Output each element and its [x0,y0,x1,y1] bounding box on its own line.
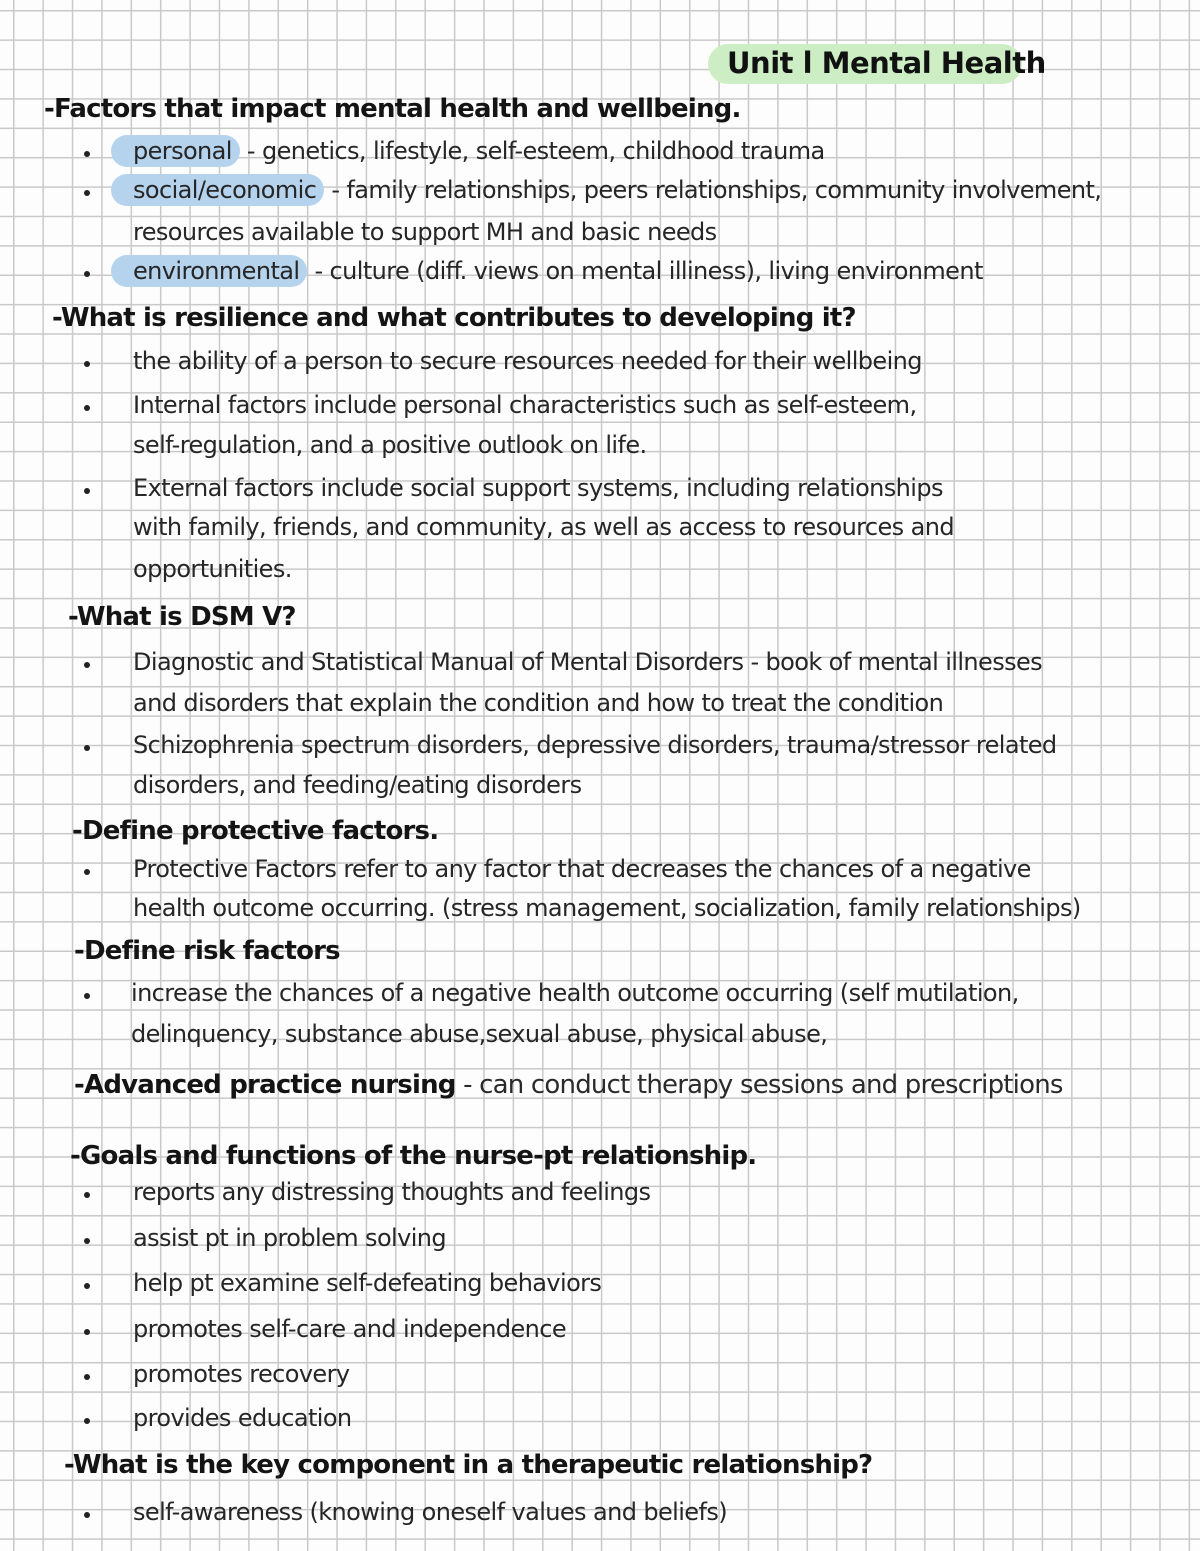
bullet-dot [84,1512,90,1518]
section-heading: -What is the key component in a therapeutic relationship? [64,1450,873,1480]
bullet-dot [84,1418,90,1424]
section-heading-definition: - can conduct therapy sessions and prescriptions [455,1070,1063,1100]
list-item-text: - genetics, lifestyle, self-esteem, childhood trauma [239,137,825,165]
list-item [133,176,1101,204]
list-item-text: - family relationships, peers relationships, community involvement, [324,176,1102,204]
list-item-continuation: delinquency, substance abuse,sexual abuse, physical abuse, [131,1020,828,1048]
bullet-dot [84,405,90,411]
list-item: promotes recovery [133,1360,350,1388]
list-item: self-awareness (knowing oneself values and beliefs) [133,1498,727,1526]
list-item: the ability of a person to secure resources needed for their wellbeing [133,347,922,375]
section-heading: -Define protective factors. [72,816,439,846]
list-item: assist pt in problem solving [133,1224,447,1252]
list-item-continuation: resources available to support MH and basic needs [133,218,717,246]
list-item: Schizophrenia spectrum disorders, depressive disorders, trauma/stressor related [133,731,1057,759]
list-item: promotes self-care and independence [133,1315,567,1343]
section-heading: -Define risk factors [74,936,340,966]
list-item-text: - culture (diff. views on mental illiness), living environment [307,257,983,285]
list-item: External factors include social support systems, including relationships [133,474,943,502]
list-item: reports any distressing thoughts and feelings [133,1178,651,1206]
bullet-dot [84,1192,90,1198]
list-item-continuation: disorders, and feeding/eating disorders [133,771,582,799]
bullet-dot [84,869,90,875]
list-item [133,257,983,285]
list-item: increase the chances of a negative health outcome occurring (self mutilation, [131,979,1019,1007]
list-item-continuation: self-regulation, and a positive outlook on life. [133,431,647,459]
bullet-dot [84,271,90,277]
section-heading: -Factors that impact mental health and wellbeing. [44,94,741,124]
list-item: provides education [133,1404,352,1432]
list-item: Diagnostic and Statistical Manual of Mental Disorders - book of mental illnesses [133,648,1043,676]
bullet-dot [84,1329,90,1335]
section-heading [74,1070,1063,1100]
bullet-dot [84,488,90,494]
list-item: Internal factors include personal characteristics such as self-esteem, [133,391,917,419]
bullet-dot [84,1238,90,1244]
page-title: Unit l Mental Health [727,46,1046,80]
bullet-dot [84,662,90,668]
bullet-dot [84,151,90,157]
highlighted-term: personal [111,135,240,167]
bullet-dot [84,1374,90,1380]
section-heading: -What is resilience and what contributes to developing it? [52,303,856,333]
highlighted-term: environmental [111,255,307,287]
section-heading: -What is DSM V? [68,602,296,632]
list-item: Protective Factors refer to any factor that decreases the chances of a negative [133,855,1031,883]
bullet-dot [84,993,90,999]
highlighted-term: social/economic [111,174,324,206]
section-heading-term: -Advanced practice nursing [74,1070,456,1100]
list-item-continuation: with family, friends, and community, as well as access to resources and [133,513,954,541]
list-item [133,137,825,165]
list-item: help pt examine self-defeating behaviors [133,1269,602,1297]
bullet-dot [84,1283,90,1289]
bullet-dot [84,190,90,196]
section-heading: -Goals and functions of the nurse-pt relationship. [70,1141,757,1171]
list-item-continuation: health outcome occurring. (stress management, socialization, family relationships) [133,894,1081,922]
bullet-dot [84,361,90,367]
bullet-dot [84,745,90,751]
list-item-continuation: and disorders that explain the condition and how to treat the condition [133,689,944,717]
list-item-continuation: opportunities. [133,555,292,583]
